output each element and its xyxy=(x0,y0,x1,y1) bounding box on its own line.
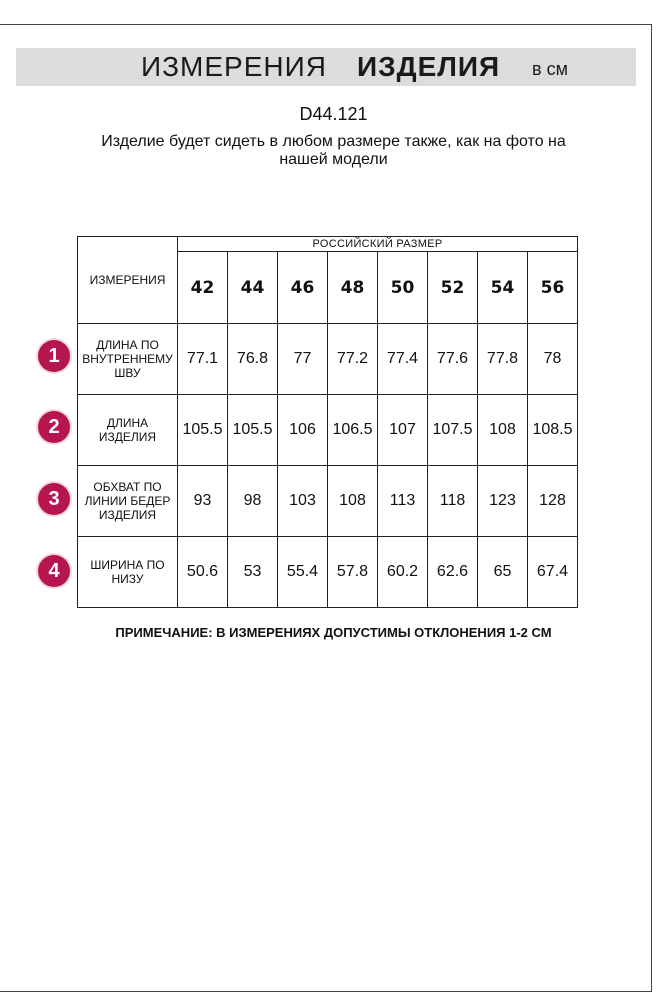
value-cell: 113 xyxy=(378,466,428,537)
value-cell: 77.8 xyxy=(478,324,528,395)
value-cell: 50.6 xyxy=(178,537,228,608)
value-cell: 106.5 xyxy=(328,395,378,466)
row-label-line: ВНУТРЕННЕМУ xyxy=(82,352,173,366)
row-label xyxy=(78,466,178,537)
value-cell: 107 xyxy=(378,395,428,466)
size-header: 50 xyxy=(378,252,428,324)
value-cell: 103 xyxy=(278,466,328,537)
value-cell: 77.6 xyxy=(428,324,478,395)
subtitle-line-2: нашей модели xyxy=(279,151,388,168)
row-label-line: ШИРИНА ПО xyxy=(90,558,165,572)
subtitle-line-1: Изделие будет сидеть в любом размере также, как на фото на xyxy=(101,133,566,150)
table-row xyxy=(78,324,578,395)
value-cell: 77.2 xyxy=(328,324,378,395)
value-cell: 106 xyxy=(278,395,328,466)
value-cell: 93 xyxy=(178,466,228,537)
title-main: ИЗМЕРЕНИЯ xyxy=(141,51,327,82)
size-header: 48 xyxy=(328,252,378,324)
row-number-badge: 3 xyxy=(38,483,70,515)
table-row xyxy=(78,466,578,537)
value-cell: 128 xyxy=(528,466,578,537)
table-row xyxy=(78,395,578,466)
size-header: 46 xyxy=(278,252,328,324)
row-label-line: ДЛИНА xyxy=(106,416,149,430)
value-cell: 108 xyxy=(478,395,528,466)
row-label-line: ИЗДЕЛИЯ xyxy=(98,430,157,444)
value-cell: 55.4 xyxy=(278,537,328,608)
size-header: 56 xyxy=(528,252,578,324)
title-bold: ИЗДЕЛИЯ xyxy=(357,51,501,82)
table-row xyxy=(78,537,578,608)
value-cell: 98 xyxy=(228,466,278,537)
row-label xyxy=(78,324,178,395)
row-label xyxy=(78,537,178,608)
row-label-line: НИЗУ xyxy=(111,572,144,586)
value-cell: 65 xyxy=(478,537,528,608)
value-cell: 76.8 xyxy=(228,324,278,395)
row-label-line: ШВУ xyxy=(114,366,141,380)
value-cell: 77.4 xyxy=(378,324,428,395)
title-unit: в см xyxy=(532,59,568,79)
measurement-table xyxy=(77,236,578,608)
row-number-badge: 2 xyxy=(38,411,70,443)
row-label-line: ИЗДЕЛИЯ xyxy=(98,508,157,522)
size-header: 52 xyxy=(428,252,478,324)
value-cell: 77.1 xyxy=(178,324,228,395)
value-cell: 53 xyxy=(228,537,278,608)
row-label xyxy=(78,395,178,466)
value-cell: 57.8 xyxy=(328,537,378,608)
value-cell: 118 xyxy=(428,466,478,537)
row-label-line: ЛИНИИ БЕДЕР xyxy=(84,494,171,508)
value-cell: 67.4 xyxy=(528,537,578,608)
size-header: 42 xyxy=(178,252,228,324)
size-header: 54 xyxy=(478,252,528,324)
value-cell: 108.5 xyxy=(528,395,578,466)
size-header: 44 xyxy=(228,252,278,324)
measure-header: ИЗМЕРЕНИЯ xyxy=(78,237,178,324)
row-label-line: ДЛИНА ПО xyxy=(96,338,159,352)
size-group-header: РОССИЙСКИЙ РАЗМЕР xyxy=(178,237,578,252)
value-cell: 123 xyxy=(478,466,528,537)
row-label-line: ОБХВАТ ПО xyxy=(93,480,162,494)
value-cell: 78 xyxy=(528,324,578,395)
product-code: D44.121 xyxy=(299,104,368,124)
value-cell: 107.5 xyxy=(428,395,478,466)
value-cell: 108 xyxy=(328,466,378,537)
value-cell: 62.6 xyxy=(428,537,478,608)
note: ПРИМЕЧАНИЕ: В ИЗМЕРЕНИЯХ ДОПУСТИМЫ ОТКЛОНЕНИЯ 1-2 СМ xyxy=(115,625,552,640)
row-number-badge: 4 xyxy=(38,555,70,587)
value-cell: 105.5 xyxy=(228,395,278,466)
value-cell: 77 xyxy=(278,324,328,395)
value-cell: 105.5 xyxy=(178,395,228,466)
row-number-badge: 1 xyxy=(38,340,70,372)
value-cell: 60.2 xyxy=(378,537,428,608)
subtitle xyxy=(0,133,667,169)
